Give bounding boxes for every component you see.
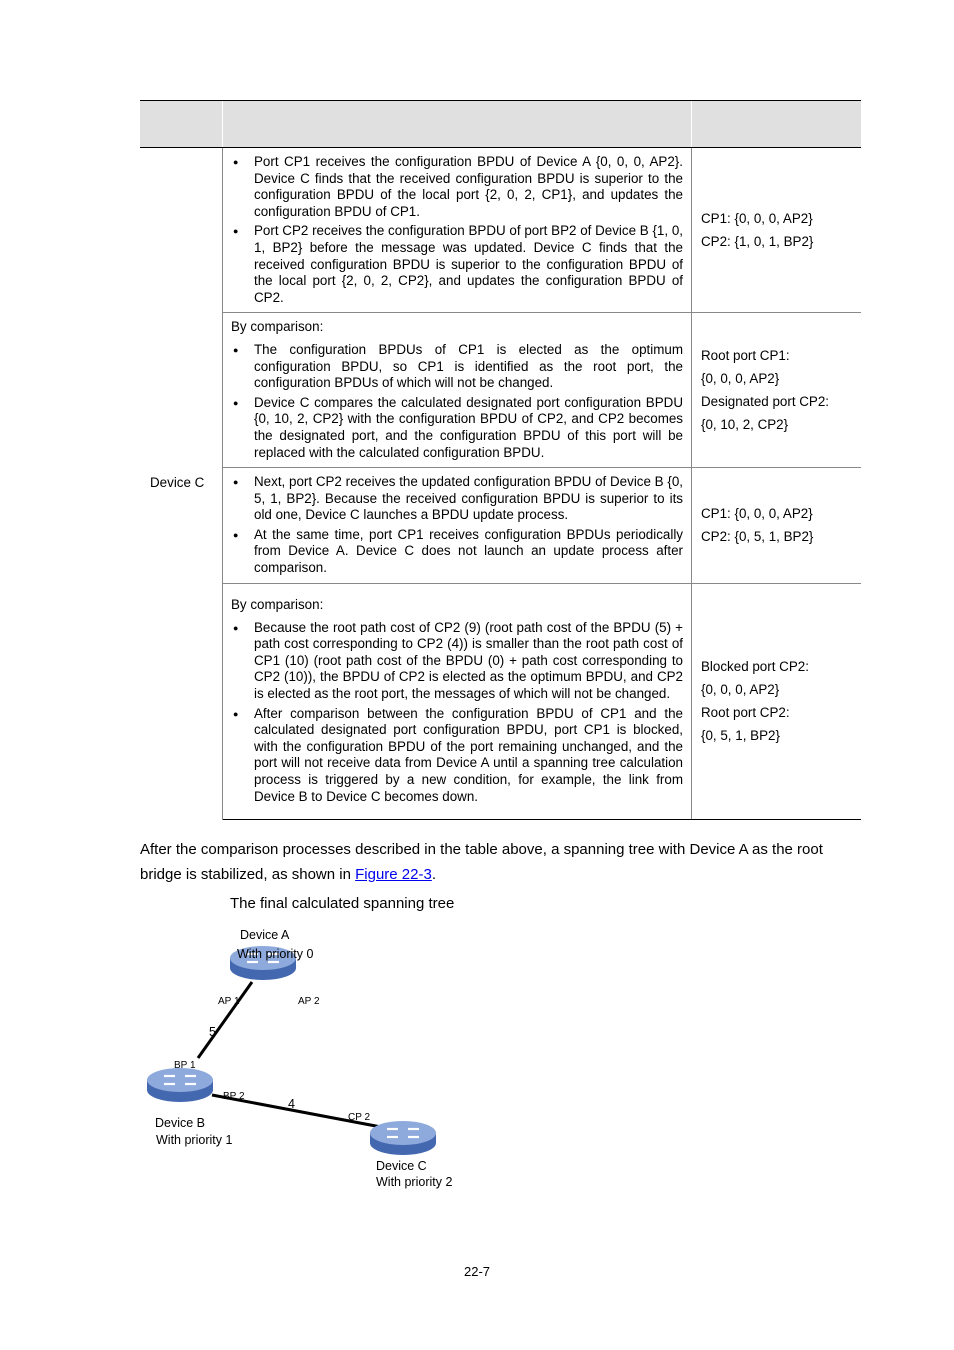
result-cell <box>692 468 862 584</box>
process-cell <box>223 468 692 584</box>
bullet-item: ● At the same time, port CP1 receives configuration BPDUs periodically from Device A. Device C does not launch an update process after comparison. <box>231 527 683 577</box>
switch-icon <box>370 1121 436 1155</box>
bullet-item: ● Port CP2 receives the configuration BPDU of port BP2 of Device B {1, 0, 1, BP2} before the message was updated. Device C finds that the received configuration BPDU is superior to the configuration BPDU of the local port {2, 0, 2, CP2}, and updates the configuration BPDU of CP2. <box>231 223 683 306</box>
device-c-priority: With priority 2 <box>376 1175 453 1189</box>
table-row <box>140 468 861 584</box>
result-line: CP2: {0, 5, 1, BP2} <box>701 529 814 545</box>
page-number: 22-7 <box>463 1264 491 1279</box>
body-paragraph <box>140 837 864 887</box>
result-line: CP1: {0, 0, 0, AP2} <box>701 211 813 227</box>
result-line: {0, 0, 0, AP2} <box>701 682 780 698</box>
spanning-tree-diagram <box>140 920 540 1210</box>
device-b-name: Device B <box>155 1116 206 1130</box>
port-label-bp2: BP 2 <box>223 1091 245 1102</box>
paragraph-text: After the comparison processes described in the table above, a spanning tree with Device A as the root bridge is stabilized, as shown in <box>140 841 823 883</box>
intro-text: By comparison: <box>231 319 324 335</box>
device-cell: Device C <box>140 148 223 820</box>
result-line: {0, 10, 2, CP2} <box>701 417 789 433</box>
process-cell <box>223 313 692 468</box>
switch-icon <box>147 1068 213 1102</box>
bullet-item: ● After comparison between the configuration BPDU of CP1 and the calculated designated port configuration BPDU, port CP1 is blocked, with the configuration BPDU of the port remaining unchanged, and the port will not receive data from Device A until a spanning tree calculation process is triggered by a new condition, for example, the link from Device B to Device C becomes down. <box>231 706 683 806</box>
header-cell <box>140 101 223 148</box>
cost-label-a-b: 5 <box>209 1025 216 1039</box>
result-cell <box>692 583 862 819</box>
result-line: Root port CP2: <box>701 705 790 721</box>
result-line: CP1: {0, 0, 0, AP2} <box>701 506 813 522</box>
paragraph-end: . <box>431 866 437 883</box>
result-line: Blocked port CP2: <box>701 659 809 675</box>
result-line: CP2: {1, 0, 1, BP2} <box>701 234 814 250</box>
link-a-b <box>198 982 252 1058</box>
figure-link[interactable]: Figure 22-3 <box>355 866 432 883</box>
device-b-priority: With priority 1 <box>156 1133 233 1147</box>
table-row <box>140 148 861 313</box>
figure-caption: The final calculated spanning tree <box>230 895 455 912</box>
result-cell <box>692 313 862 468</box>
header-cell <box>692 101 862 148</box>
bullet-item: ● Because the root path cost of CP2 (9) (root path cost of the BPDU (5) + path cost corresponding to CP2 (4)) is smaller than the root path cost of CP1 (10) (root path cost of the BPDU (0) + path cost corresponding to CP2 (10)), the BPDU of CP2 is elected as the optimum BPDU, and CP2 is elected as the root port, the messages of which will not be changed. <box>231 620 683 703</box>
result-line: Root port CP1: <box>701 348 790 364</box>
table-row <box>140 313 861 468</box>
device-c-name: Device C <box>376 1159 427 1173</box>
bullet-item: ● The configuration BPDUs of CP1 is elected as the optimum configuration BPDU, so CP1 is identified as the root port, the configuration BPDUs of which will not be changed. <box>231 342 683 392</box>
result-line: {0, 0, 0, AP2} <box>701 371 780 387</box>
bullet-item: ● Port CP1 receives the configuration BPDU of Device A {0, 0, 0, AP2}. Device C finds that the received configuration BPDU is superior to the configuration BPDU of the local port {2, 0, 2, CP1}, and updates the configuration BPDU of CP1. <box>231 154 683 220</box>
port-label-ap2: AP 2 <box>298 996 320 1007</box>
result-line: {0, 5, 1, BP2} <box>701 728 780 744</box>
table-header-row <box>140 101 861 148</box>
process-cell <box>223 583 692 819</box>
port-label-bp1: BP 1 <box>174 1060 196 1071</box>
bullet-item: ● Next, port CP2 receives the updated configuration BPDU of Device B {0, 5, 1, BP2}. Because the received configuration BPDU is superior to its old one, Device C launches a BPDU update process. <box>231 474 683 524</box>
result-line: Designated port CP2: <box>701 394 830 410</box>
bullet-item: ● Device C compares the calculated designated port configuration BPDU {0, 10, 2, CP2} with the configuration BPDU of CP2, and CP2 becomes the designated port, and the configuration BPDU of this port will be replaced with the calculated configuration BPDU. <box>231 395 683 461</box>
port-label-ap1: AP 1 <box>218 996 240 1007</box>
cost-label-b-c: 4 <box>288 1097 295 1111</box>
diagram-links <box>140 920 540 1210</box>
device-a-priority: With priority 0 <box>237 947 314 961</box>
device-a-name: Device A <box>240 928 290 942</box>
header-cell <box>223 101 692 148</box>
intro-text: By comparison: <box>231 597 324 613</box>
port-label-cp2: CP 2 <box>348 1112 371 1123</box>
bpdu-process-table <box>140 100 861 820</box>
result-cell <box>692 148 862 313</box>
process-cell <box>223 148 692 313</box>
table-row <box>140 583 861 819</box>
